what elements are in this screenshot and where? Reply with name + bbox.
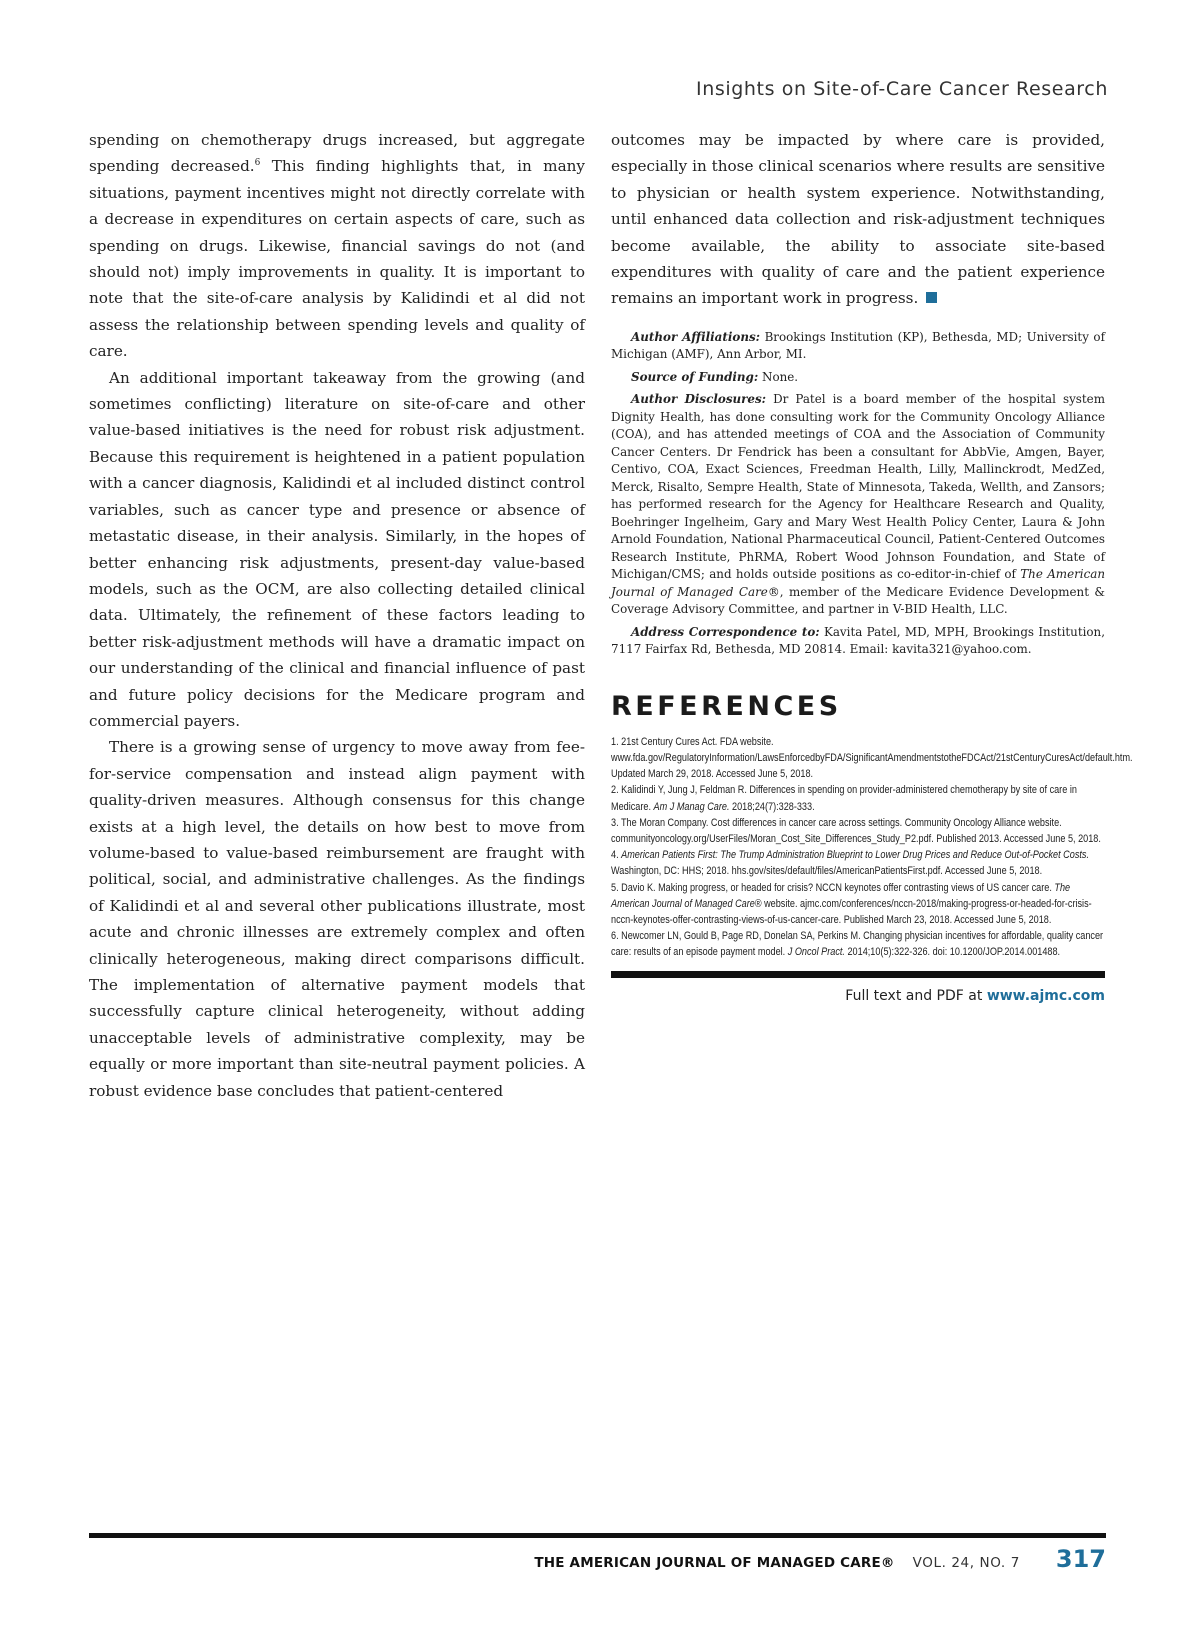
reference-item bbox=[611, 734, 1133, 783]
body-text: spending on chemotherapy drugs increased, but aggregate spending decreased. bbox=[89, 131, 585, 176]
end-of-article-square-icon bbox=[926, 292, 937, 303]
reference-item bbox=[611, 782, 1106, 814]
reference-text: ® website. ajmc.com/conferences/nccn-2018/making-progress-or-headed-for-crisis-nccn-keynotes-offer-contrasting-views-of-us-cancer-care. Published March 23, 2018. Accessed June 5, 2018. bbox=[611, 897, 1092, 927]
right-column bbox=[611, 127, 1133, 1004]
reference-text: 5. Davio K. Making progress, or headed for crisis? NCCN keynotes offer contrasting views of US cancer care. bbox=[611, 881, 1055, 894]
footer-divider bbox=[89, 1533, 1106, 1538]
funding-text: None. bbox=[758, 369, 799, 384]
reference-text: Washington, DC: HHS; 2018. hhs.gov/sites/default/files/AmericanPatientsFirst.pdf. Accessed June 5, 2018. bbox=[611, 865, 1043, 878]
reference-item bbox=[611, 815, 1106, 847]
correspondence-text: Kavita Patel, MD, MPH, Brookings Institution, 7117 Fairfax Rd, Bethesda, MD 20814. Email: kavita321@yahoo.com. bbox=[611, 624, 1105, 657]
reference-list bbox=[611, 734, 1133, 961]
body-paragraph-2: An additional important takeaway from the growing (and sometimes conflicting) literature on site-of-care and other value-based initiatives is the need for robust risk adjustment. Because this requirement is heightened in a patient population with a cancer diagnosis, Kalidindi et al included distinct control variables, such as cancer type and presence or absence of metastatic disease, in their analysis. Similarly, in the hopes of better enhancing risk adjustments, present-day value-based models, such as the OCM, are also collecting detailed clinical data. Ultimately, the refinement of these factors leading to better risk-adjustment methods will have a dramatic impact on our understanding of the clinical and financial influence of past and future policy decisions for the Medicare program and commercial payers. bbox=[89, 368, 585, 730]
full-text-label: Full text and PDF at bbox=[845, 987, 987, 1004]
ajmc-website-link[interactable]: www.ajmc.com bbox=[986, 987, 1105, 1004]
journal-title: The American Journal of Managed Care bbox=[611, 567, 1105, 599]
source-of-funding bbox=[611, 369, 1105, 387]
page-number: 317 bbox=[1055, 1545, 1106, 1573]
reference-text: 4. bbox=[611, 849, 622, 862]
author-affiliations bbox=[611, 329, 1105, 364]
body-paragraph-continued bbox=[611, 127, 1105, 312]
reference-text: 3. The Moran Company. Cost differences in cancer care across settings. Community Oncology Alliance website. communityoncology.org/UserFiles/Moran_Cost_Site_Differences_Study_P2.pdf. Published 2013. Accessed June 5, 2018. bbox=[611, 816, 1101, 846]
disclosures-label: Author Disclosures: bbox=[631, 392, 767, 407]
body-text: outcomes may be impacted by where care is provided, especially in those clinical scenarios where results are sensitive to physician or health system experience. Notwithstanding, until enhanced data collection and risk-adjustment techniques become available, the ability to associate site-based expenditures with quality of care and the patient experience remains an important work in progress. bbox=[611, 131, 1105, 308]
reference-text: 2. Kalidindi Y, Jung J, Feldman R. Differences in spending on provider-administered chemotherapy by site of care in Medicare. bbox=[611, 784, 1077, 813]
left-column bbox=[89, 127, 585, 1104]
affiliations-label: Author Affiliations: bbox=[631, 329, 761, 344]
full-text-note bbox=[611, 988, 1105, 1004]
disclosures-text: ®, member of the Medicare Evidence Development & Coverage Advisory Committee, and partner in V-BID Health, LLC. bbox=[611, 584, 1105, 617]
volume-issue: VOL. 24, NO. 7 bbox=[912, 1555, 1020, 1571]
reference-title: American Patients First: The Trump Administration Blueprint to Lower Drug Prices and Reduce Out-of-Pocket Costs. bbox=[621, 849, 1089, 862]
author-information bbox=[611, 329, 1105, 659]
reference-item bbox=[611, 928, 1106, 960]
reference-journal: J Oncol Pract. bbox=[787, 946, 845, 959]
reference-journal: The American Journal of Managed Care bbox=[611, 881, 1071, 910]
references-divider bbox=[611, 971, 1105, 978]
body-text: This finding highlights that, in many situations, payment incentives might not directly correlate with a decrease in expenditures on certain aspects of care, such as spending on drugs. Likewise, financial savings do not (and should not) imply improvements in quality. It is important to note that the site-of-care analysis by Kalidindi et al did not assess the relationship between spending levels and quality of care. bbox=[89, 157, 586, 361]
references-heading: REFERENCES bbox=[611, 690, 842, 722]
reference-item bbox=[611, 847, 1106, 879]
reference-text: 1. 21st Century Cures Act. FDA website. www.fda.gov/RegulatoryInformation/LawsEnforcedbyFDA/SignificantAmendmentstotheFDCAct/21stCenturyCuresAct/default.htm. Updated March 29, 2018. Accessed June 5, 2018. bbox=[611, 735, 1133, 781]
funding-label: Source of Funding: bbox=[631, 369, 759, 384]
disclosures-text: Dr Patel is a board member of the hospital system Dignity Health, has done consulting work for the Community Oncology Alliance (COA), and has attended meetings of COA and the Association of Community Cancer Centers. Dr Fendrick has been a consultant for AbbVie, Amgen, Bayer, Centivo, COA, Exact Sciences, Freedman Health, Lilly, Mallinckrodt, MedZed, Merck, Risalto, Sempre Health, State of Minnesota, Takeda, Wellth, and Zansors; has performed research for the Agency for Healthcare Research and Quality, Boehringer Ingelheim, Gary and Mary West Health Policy Center, Laura & John Arnold Foundation, National Pharmaceutical Council, Patient-Centered Outcomes Research Institute, PhRMA, Robert Wood Johnson Foundation, and State of Michigan/CMS; and holds outside positions as co-editor-in-chief of bbox=[611, 392, 1105, 582]
journal-name: THE AMERICAN JOURNAL OF MANAGED CARE® bbox=[534, 1555, 895, 1571]
correspondence-label: Address Correspondence to: bbox=[631, 624, 820, 639]
running-head: Insights on Site-of-Care Cancer Research bbox=[696, 78, 1108, 100]
affiliations-text: Brookings Institution (KP), Bethesda, MD; University of Michigan (AMF), Ann Arbor, MI. bbox=[611, 329, 1105, 362]
reference-journal: Am J Manag Care. bbox=[653, 800, 730, 813]
reference-text: 2014;10(5):322-326. doi: 10.1200/JOP.2014.001488. bbox=[844, 946, 1061, 959]
reference-text: 6. Newcomer LN, Gould B, Page RD, Donelan SA, Perkins M. Changing physician incentives for affordable, quality cancer care: results of an episode payment model. bbox=[611, 930, 1104, 959]
address-correspondence bbox=[611, 624, 1105, 659]
page-footer bbox=[534, 1545, 1106, 1573]
citation-superscript[interactable]: 6 bbox=[254, 158, 261, 169]
body-paragraph-1 bbox=[89, 127, 585, 365]
reference-text: 2018;24(7):328-333. bbox=[729, 800, 815, 813]
body-paragraph-3: There is a growing sense of urgency to move away from fee-for-service compensation and instead align payment with quality-driven measures. Although consensus for this change exists at a high level, the details on how best to move from volume-based to value-based reimbursement are fraught with political, social, and administrative challenges. As the findings of Kalidindi et al and several other publications illustrate, most acute and chronic illnesses are extremely complex and often clinically heterogeneous, making direct comparisons difficult. The implementation of alternative payment models that successfully capture clinical heterogeneity, without adding unacceptable levels of administrative complexity, may be equally or more important than site-neutral payment policies. A robust evidence base concludes that patient-centered bbox=[89, 738, 585, 1100]
author-disclosures bbox=[611, 391, 1105, 619]
reference-item bbox=[611, 880, 1106, 929]
